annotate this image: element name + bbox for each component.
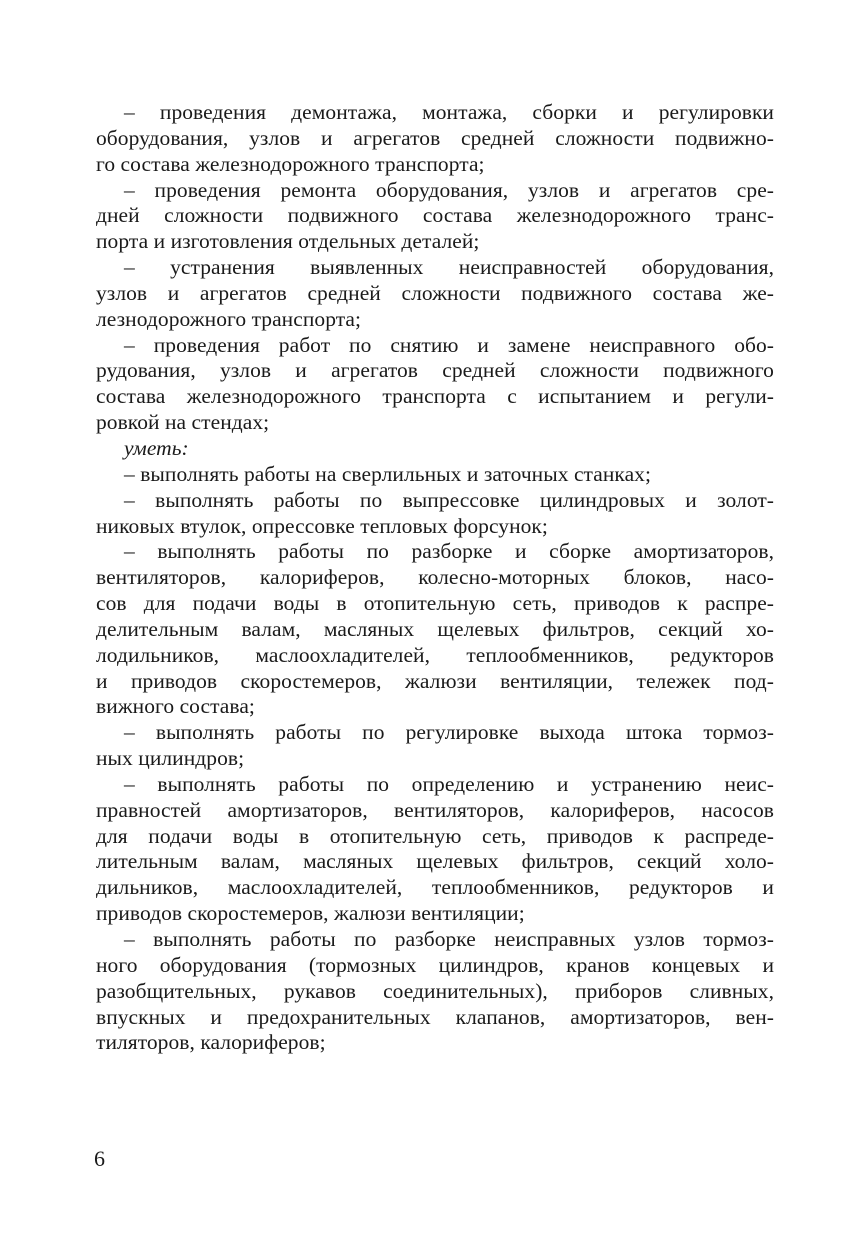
list-item <box>96 100 774 178</box>
list-item <box>96 333 774 436</box>
list-item <box>96 772 774 927</box>
text-line: лодильников, маслоохладителей, теплообменников, редукторов <box>96 642 774 667</box>
text-line: правностей амортизаторов, вентиляторов, калориферов, насосов <box>96 797 774 822</box>
text-line: го состава железнодорожного транспорта; <box>96 151 485 176</box>
list-item <box>96 539 774 720</box>
text-line: и приводов скоростемеров, жалюзи вентиляции, тележек под- <box>96 668 774 693</box>
text-line: рудования, узлов и агрегатов средней сложности подвижного <box>96 358 774 383</box>
list-item <box>96 462 774 488</box>
text-line: узлов и агрегатов средней сложности подвижного состава же- <box>96 280 774 305</box>
list-item <box>96 720 774 772</box>
text-line: порта и изготовления отдельных деталей; <box>96 229 480 254</box>
text-line: дней сложности подвижного состава железнодорожного транс- <box>96 203 774 228</box>
text-line: ного оборудования (тормозных цилиндров, кранов концевых и <box>96 952 774 977</box>
page-body-text <box>96 100 774 1056</box>
text-line: – проведения демонтажа, монтажа, сборки и регулировки <box>124 100 774 124</box>
list-item <box>96 927 774 1056</box>
list-item <box>96 255 774 333</box>
page-number: 6 <box>94 1146 105 1171</box>
text-line: – выполнять работы по разборке и сборке амортизаторов, <box>124 539 774 564</box>
text-line: – выполнять работы по определению и устранению неис- <box>124 771 774 796</box>
text-line: – выполнять работы по выпрессовке цилиндровых и золот- <box>124 487 774 512</box>
text-line: – проведения работ по снятию и замене неисправного обо- <box>124 332 774 357</box>
text-line: ровкой на стендах; <box>96 410 270 435</box>
text-line: никовых втулок, опрессовке тепловых форсунок; <box>96 513 548 538</box>
text-line: лительным валам, масляных щелевых фильтров, секций холо- <box>96 849 774 874</box>
text-line: вижного состава; <box>96 694 255 719</box>
text-line: – выполнять работы по разборке неисправных узлов тормоз- <box>124 927 774 951</box>
text-line: впускных и предохранительных клапанов, амортизаторов, вен- <box>96 1004 774 1029</box>
text-line: – проведения ремонта оборудования, узлов и агрегатов сре- <box>124 177 774 202</box>
text-line: – выполнять работы на сверлильных и заточных станках; <box>124 461 651 486</box>
text-line: ных цилиндров; <box>96 746 245 771</box>
text-line: состава железнодорожного транспорта с испытанием и регули- <box>96 384 774 409</box>
text-line: вентиляторов, калориферов, колесно-моторных блоков, насо- <box>96 565 774 590</box>
text-line: делительным валам, масляных щелевых фильтров, секций хо- <box>96 616 774 641</box>
text-line: лезнодорожного транспорта; <box>96 306 362 331</box>
text-line: дильников, маслоохладителей, теплообменников, редукторов и <box>96 875 774 900</box>
text-line: сов для подачи воды в отопительную сеть, приводов к распре- <box>96 591 774 616</box>
text-line: уметь: <box>124 435 189 460</box>
text-line: приводов скоростемеров, жалюзи вентиляции; <box>96 901 525 926</box>
list-item <box>96 488 774 540</box>
section-label <box>96 436 774 462</box>
text-line: для подачи воды в отопительную сеть, приводов к распреде- <box>96 823 774 848</box>
text-line: тиляторов, калориферов; <box>96 1030 326 1055</box>
text-line: – выполнять работы по регулировке выхода штока тормоз- <box>124 720 774 745</box>
text-line: оборудования, узлов и агрегатов средней сложности подвижно- <box>96 125 774 150</box>
list-item <box>96 178 774 256</box>
text-line: – устранения выявленных неисправностей оборудования, <box>124 255 774 280</box>
text-line: разобщительных, рукавов соединительных), приборов сливных, <box>96 978 774 1003</box>
